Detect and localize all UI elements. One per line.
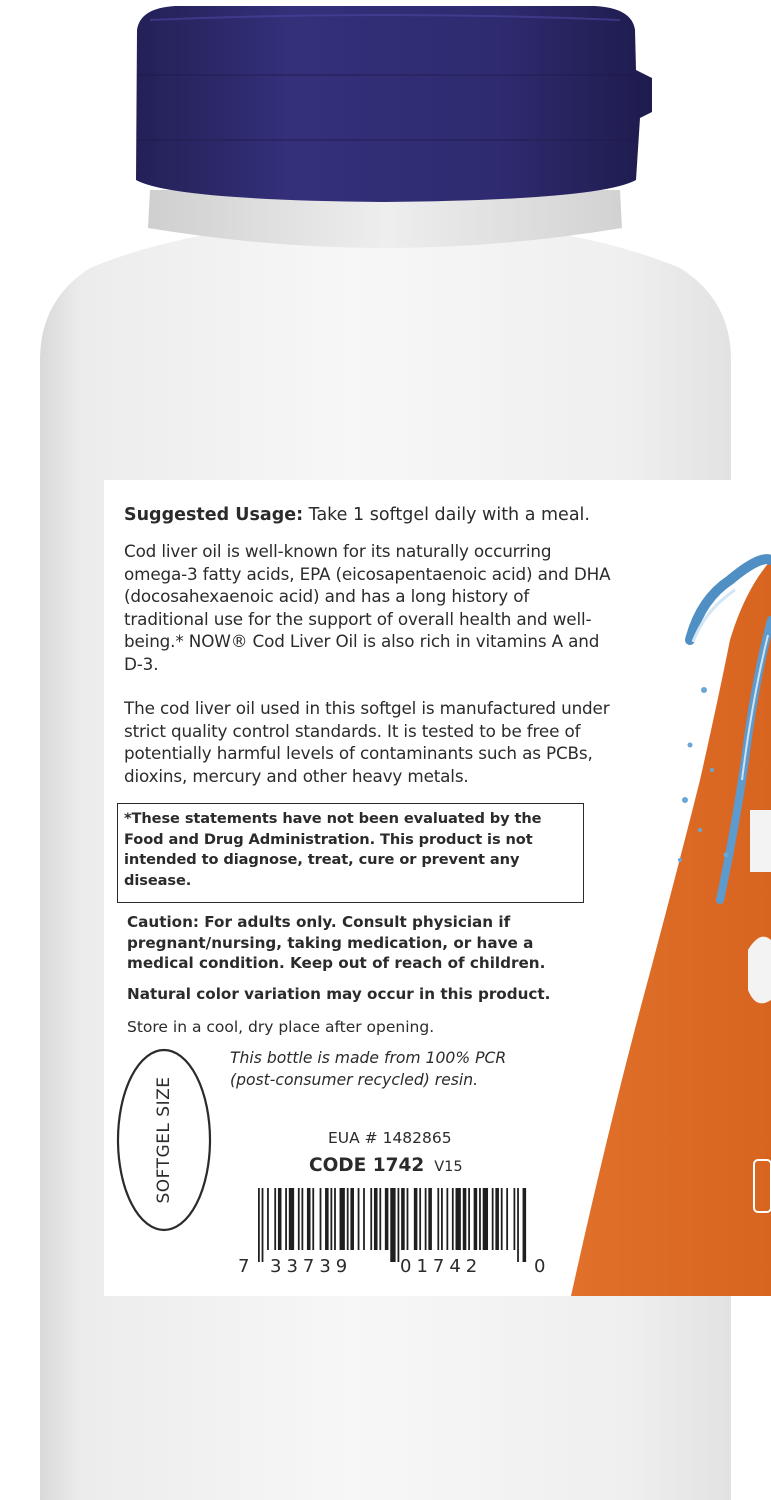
barcode-digits-right: 01742 [400,1256,483,1277]
barcode-bar [350,1188,354,1250]
barcode-bar [370,1188,372,1250]
barcode-bar [278,1188,282,1250]
pcr-note: This bottle is made from 100% PCR (post-consumer recycled) resin. [230,1049,507,1089]
barcode-bar [401,1188,405,1250]
suggested-usage-text: Take 1 softgel daily with a meal. [303,505,590,525]
barcode-bar [414,1188,418,1250]
barcode-bar [301,1188,303,1250]
barcode-bar [468,1188,470,1250]
barcode-bar [506,1188,508,1250]
barcode-bar [298,1188,300,1250]
bottle-cap [136,6,652,202]
panel-letter-shape-2 [748,937,771,1004]
barcode-bar [492,1188,494,1250]
barcode-bar [441,1188,443,1250]
barcode-bar [289,1188,294,1250]
barcode-bar [446,1188,448,1250]
barcode-bar [517,1188,519,1262]
barcode-bar [483,1188,488,1250]
barcode-bar [514,1188,516,1250]
barcode-bar [390,1188,395,1262]
fda-disclaimer: *These statements have not been evaluated by the Food and Drug Administration. This product is not intended to diagnose, treat, cure or prevent any disease. [117,803,584,903]
barcode-bar [363,1188,365,1250]
barcode-bar [267,1188,269,1250]
barcode-digit-last: 0 [534,1256,546,1277]
barcode-bar [274,1188,276,1250]
barcode-bar [456,1188,461,1250]
suggested-usage [124,503,590,528]
caution-text: Caution: For adults only. Consult physician if pregnant/nursing, taking medication, or have a medical condition. Keep out of reach of children. [127,913,546,972]
barcode-bar [407,1188,409,1250]
softgel-size-text: SOFTGEL SIZE [154,1076,174,1204]
panel-letter-shape [750,810,771,872]
barcode-bar [425,1188,427,1250]
barcode-bar [463,1188,467,1250]
barcode-bar [501,1188,503,1250]
barcode-bar [347,1188,349,1250]
barcode-digits-left: 33739 [270,1256,353,1277]
barcode-bar [398,1188,400,1262]
code-text: CODE 1742 [309,1155,425,1176]
barcode-bar [330,1188,332,1250]
barcode-bar [479,1188,481,1250]
quality-statement: The cod liver oil used in this softgel is manufactured under strict quality control standards. It is tested to be free of potentially harmful levels of contaminants such as PCBs, dioxins, mercury and other heavy metals. [124,698,610,786]
barcode-bar [285,1188,287,1250]
barcode-bar [340,1188,345,1250]
barcode-bar [379,1188,381,1250]
barcode-bar [452,1188,454,1250]
barcode-bar [495,1188,499,1250]
barcode-bar [334,1188,336,1250]
suggested-usage-heading: Suggested Usage: [124,505,304,525]
barcode-bar [437,1188,439,1250]
natural-color-note: Natural color variation may occur in this product. [127,985,551,1003]
barcode-bar [258,1188,260,1262]
barcode-bar [374,1188,378,1250]
barcode-bar [474,1188,478,1250]
barcode-bar [385,1188,389,1250]
barcode-bar [307,1188,311,1250]
barcode-bar [358,1188,360,1250]
barcode-digit-first: 7 [238,1256,250,1277]
barcode-bar [419,1188,421,1250]
barcode-bar [312,1188,314,1250]
barcode-bar [325,1188,329,1250]
barcode-bar [523,1188,527,1262]
version-text: V15 [434,1159,463,1175]
eua-number: EUA # 1482865 [328,1129,452,1147]
product-description: Cod liver oil is well-known for its naturally occurring omega-3 fatty acids, EPA (eicosapentaenoic acid) and DHA (docosahexaenoic acid) and has a long history of traditional use for the support of overall health and well-being.* NOW® Cod Liver Oil is also rich in vitamins A and D-3. [124,541,611,674]
storage-instructions: Store in a cool, dry place after opening. [127,1018,435,1036]
product-code [309,1155,463,1178]
barcode-bar [262,1188,264,1262]
barcode-bar [428,1188,432,1250]
barcode-bar [320,1188,322,1250]
